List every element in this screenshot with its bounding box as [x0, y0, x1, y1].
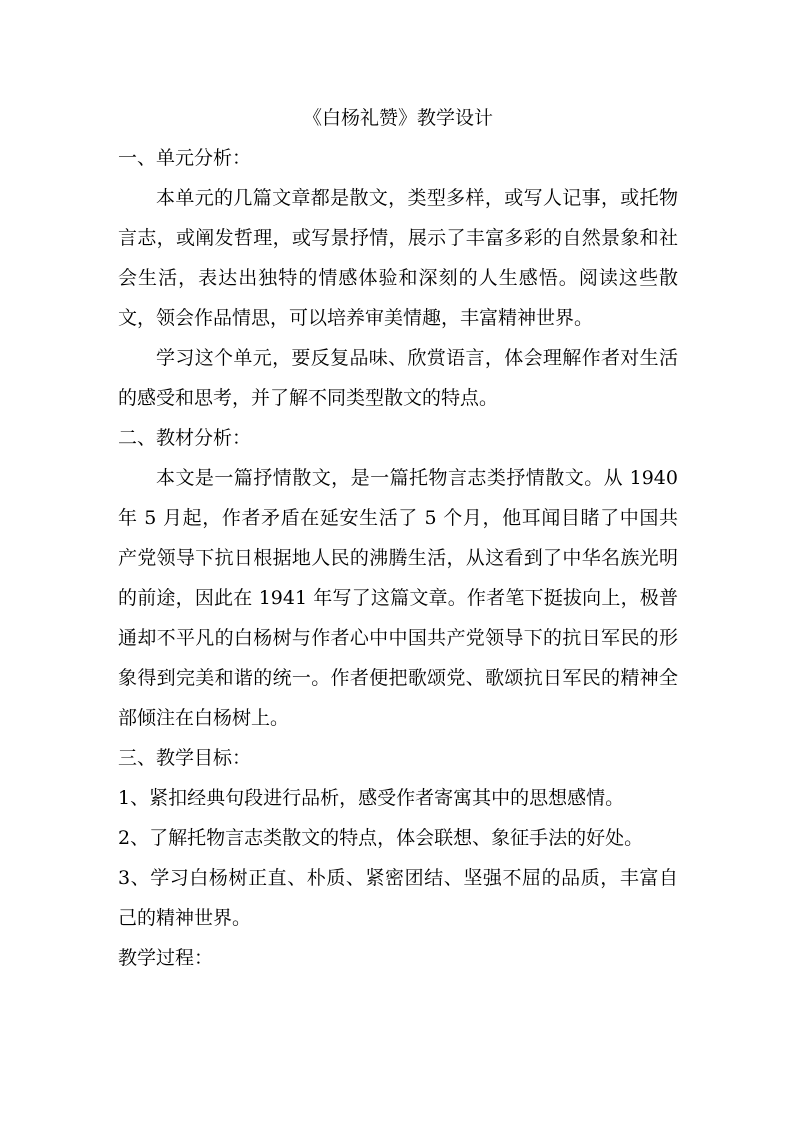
- paragraph-textbook-analysis: 本文是一篇抒情散文，是一篇托物言志类抒情散文。从 1940 年 5 月起，作者矛盾在延安生活了 5 个月，他耳闻目睹了中国共产党领导下抗日根据地人民的沸腾生活，从这看到了中华名族光明的前途，因此在 1941 年写了这篇文章。作者笔下挺拔向上，极普通却不平凡的白杨树与作者心中中国共产党领导下的抗日军民的形象得到完美和谐的统一。作者便把歌颂党、歌颂抗日军民的精神全部倾注在白杨树上。: [118, 467, 678, 729]
- section-heading-teaching-goals: 三、教学目标：: [118, 747, 252, 769]
- document-body: [118, 98, 678, 978]
- paragraph-unit-analysis-2: 学习这个单元，要反复品味、欣赏语言，体会理解作者对生活的感受和思考，并了解不同类型散文的特点。: [118, 347, 678, 409]
- document-title: 《白杨礼赞》教学设计: [302, 107, 493, 129]
- section-heading-teaching-process: 教学过程：: [118, 947, 214, 969]
- section-heading-unit-analysis: 一、单元分析：: [118, 147, 252, 169]
- paragraph-unit-analysis-1: 本单元的几篇文章都是散文，类型多样，或写人记事，或托物言志，或阐发哲理，或写景抒情，展示了丰富多彩的自然景象和社会生活，表达出独特的情感体验和深刻的人生感悟。阅读这些散文，领会作品情思，可以培养审美情趣，丰富精神世界。: [118, 187, 678, 329]
- section-heading-textbook-analysis: 二、教材分析：: [118, 427, 252, 449]
- teaching-goal-item-2: 2、了解托物言志类散文的特点，体会联想、象征手法的好处。: [118, 827, 644, 849]
- teaching-goal-item-1: 1、紧扣经典句段进行品析，感受作者寄寓其中的思想感情。: [118, 787, 625, 809]
- teaching-goal-item-3: 3、学习白杨树正直、朴质、紧密团结、坚强不屈的品质，丰富自己的精神世界。: [118, 867, 678, 929]
